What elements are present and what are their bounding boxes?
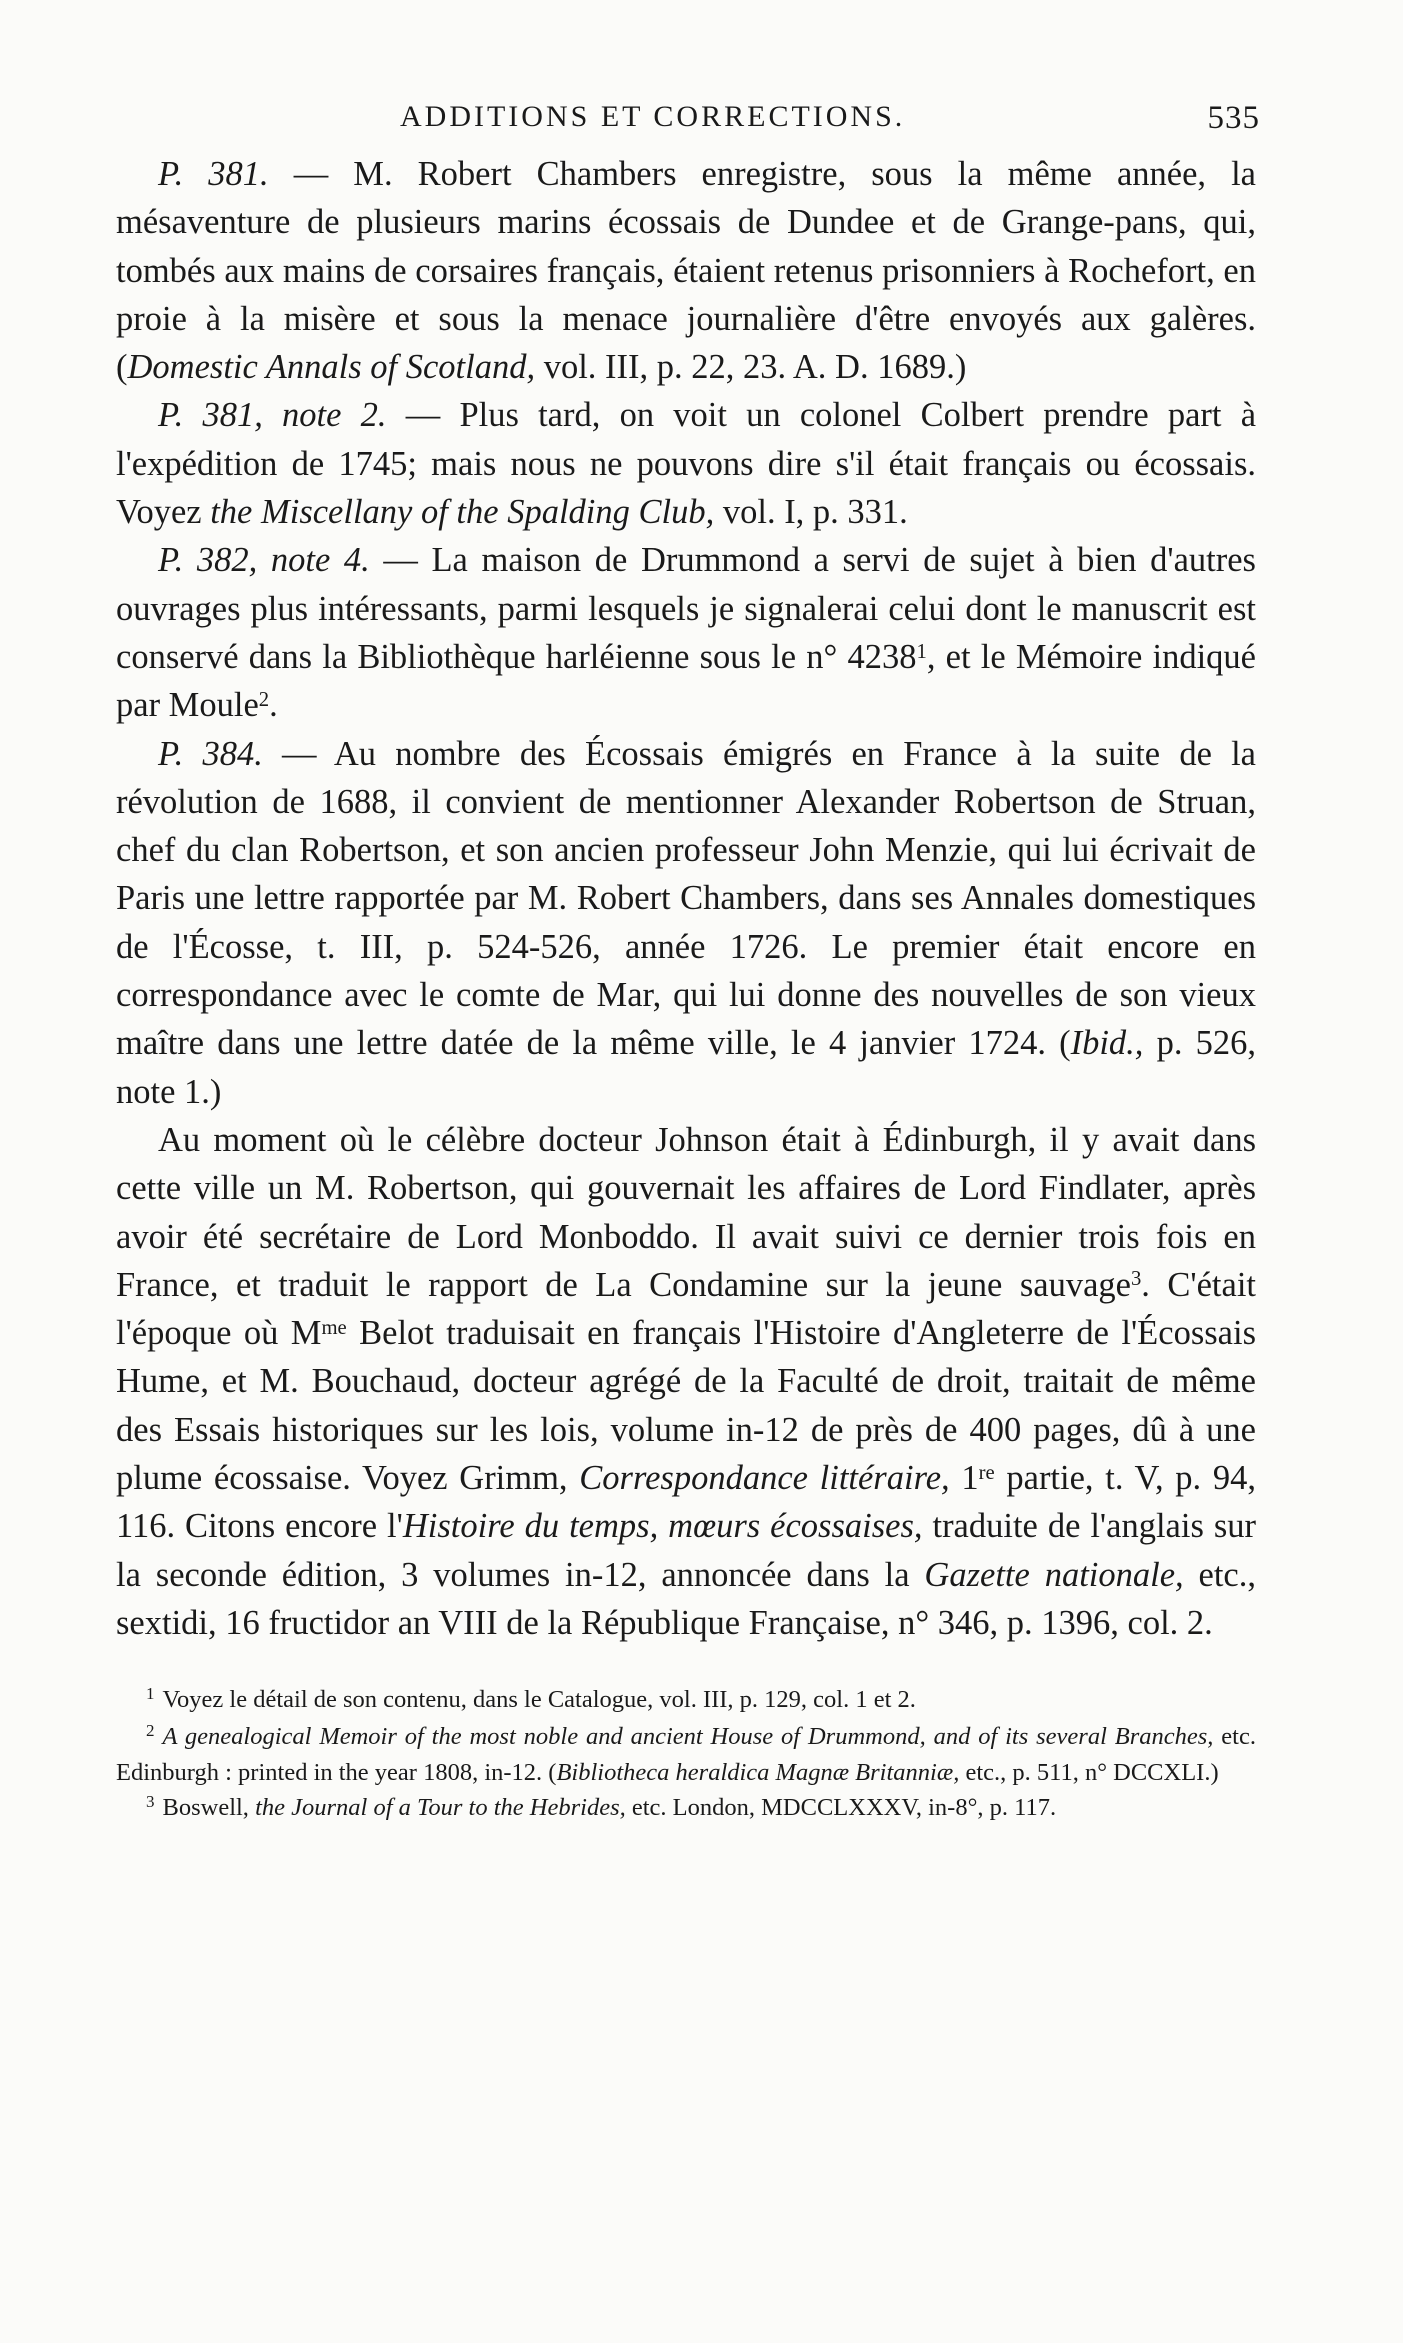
italic-title: Ibid., [1070,1024,1144,1063]
paragraph-text: — La maison de Drummond a servi de sujet à bien d'autres ouvrages plus intéressants, parmi lesquels je signalerai celui dont le manuscrit est conservé dans la Bibliothèque harléienne sous le n° 4238 [116,541,1256,676]
paragraph-text: Belot traduisait en français l'Histoire d'Angleterre de l'Écossais Hume, et M. Bouchaud, docteur agrégé de la Faculté de droit, traitait de même des Essais historiques sur les lois, volume in-12 de près de 400 pages, dû à une plume écossaise. Voyez Grimm, [116,1314,1256,1498]
footnote-1 [116,1683,1256,1719]
footnote-number: 1 [146,1684,155,1703]
footnote-text: Voyez le détail de son contenu, dans le Catalogue, vol. III, p. 129, col. 1 et 2. [162,1686,916,1713]
main-text [116,150,1256,1647]
paragraph-p381 [116,150,1256,391]
paragraph-johnson [116,1116,1256,1647]
italic-title: the Journal of a Tour to the Hebrides, [255,1794,626,1821]
paragraph-text: vol. I, p. 331. [714,493,908,532]
paragraph-text: vol. III, p. 22, 23. A. D. 1689.) [535,348,967,387]
italic-title: A genealogical Memoir of the most noble and ancient House of Drummond, and of its several Branches, [162,1723,1214,1750]
paragraph-text: p. 526, note 1.) [116,1024,1257,1111]
italic-title: Domestic Annals of Scotland, [127,348,536,387]
paragraph-text: partie, t. V, p. 94, 116. Citons encore l' [116,1459,1256,1546]
page-reference: P. 381, note 2. [158,396,387,435]
footnote-text: etc. London, MDCCLXXXV, in-8°, p. 117. [625,1794,1057,1821]
running-title: ADDITIONS ET CORRECTIONS. [400,100,906,133]
page-reference: P. 381. [158,155,269,193]
paragraph-text: . [269,686,278,725]
paragraph-text: traduite de l'anglais sur la seconde édition, 3 volumes in-12, annoncée dans la [116,1507,1256,1594]
paragraph-text: . C'était l'époque où M [116,1265,1256,1353]
footnote-text: etc., p. 511, n° DCCXLI.) [959,1759,1219,1786]
footnotes [116,1683,1256,1828]
superscript-abbrev: me [321,1316,347,1339]
page-reference: P. 384. [158,734,263,773]
superscript-abbrev: re [978,1461,995,1484]
footnote-marker: 1 [916,640,927,663]
italic-title: Correspondance littéraire, [579,1459,950,1498]
paragraph-text: etc., sextidi, 16 fructidor an VIII de la République Française, n° 346, p. 1396, col. 2. [116,1555,1256,1642]
footnote-number: 2 [146,1721,155,1740]
paragraph-text: , et le Mémoire indiqué par Moule [116,637,1256,725]
paragraph-p384 [116,730,1256,1116]
italic-title: Histoire du temps, mœurs écossaises, [402,1507,923,1546]
italic-title: the Miscellany of the Spalding Club, [210,493,715,532]
paragraph-text: — Plus tard, on voit un colonel Colbert prendre part à l'expédition de 1745; mais nous ne pouvons dire s'il était français ou écossais. Voyez [116,396,1257,532]
footnote-text: etc. Edinburgh : printed in the year 1808, in-12. ( [116,1723,1256,1786]
paragraph-text: Au moment où le célèbre docteur Johnson était à Édinburgh, il y avait dans cette ville un M. Robertson, qui gouvernait les affaires de Lord Findlater, après avoir été secrétaire de Lord Monboddo. Il avait suivi ce dernier trois fois en France, et traduit le rapport de La Condamine sur la jeune sauvage [116,1120,1256,1304]
footnote-3 [116,1791,1256,1827]
paragraph-p382-note4 [116,536,1256,729]
footnote-number: 3 [146,1792,155,1811]
paragraph-text: — M. Robert Chambers enregistre, sous la même année, la mésaventure de plusieurs marins écossais de Dundee et de Grange-pans, qui, tombés aux mains de corsaires français, étaient retenus prisonniers à Rochefort, en proie à la misère et sous la menace journalière d'être envoyés aux galères. ( [116,155,1256,387]
page-number: 535 [1207,100,1260,136]
footnote-text: Boswell, [162,1794,256,1821]
page-reference: P. 382, note 4. [158,541,370,580]
page-header [400,92,1260,142]
paragraph-p381-note2 [116,391,1256,536]
footnote-marker: 3 [1130,1268,1142,1291]
footnote-2 [116,1720,1256,1790]
italic-title: Bibliotheca heraldica Magnæ Britanniæ, [556,1759,960,1786]
footnote-marker: 2 [258,688,270,711]
paragraph-text: — Au nombre des Écossais émigrés en France à la suite de la révolution de 1688, il convient de mentionner Alexander Robertson de Struan, chef du clan Robertson, et son ancien professeur John Menzie, qui lui écrivait de Paris une lettre rapportée par M. Robert Chambers, dans ses Annales domestiques de l'Écosse, t. III, p. 524-526, année 1726. Le premier était encore en correspondance avec le comte de Mar, qui lui donne des nouvelles de son vieux maître dans une lettre datée de la même ville, le 4 janvier 1724. ( [116,734,1256,1063]
paragraph-text: 1 [949,1459,979,1498]
italic-title: Gazette nationale, [924,1555,1184,1594]
